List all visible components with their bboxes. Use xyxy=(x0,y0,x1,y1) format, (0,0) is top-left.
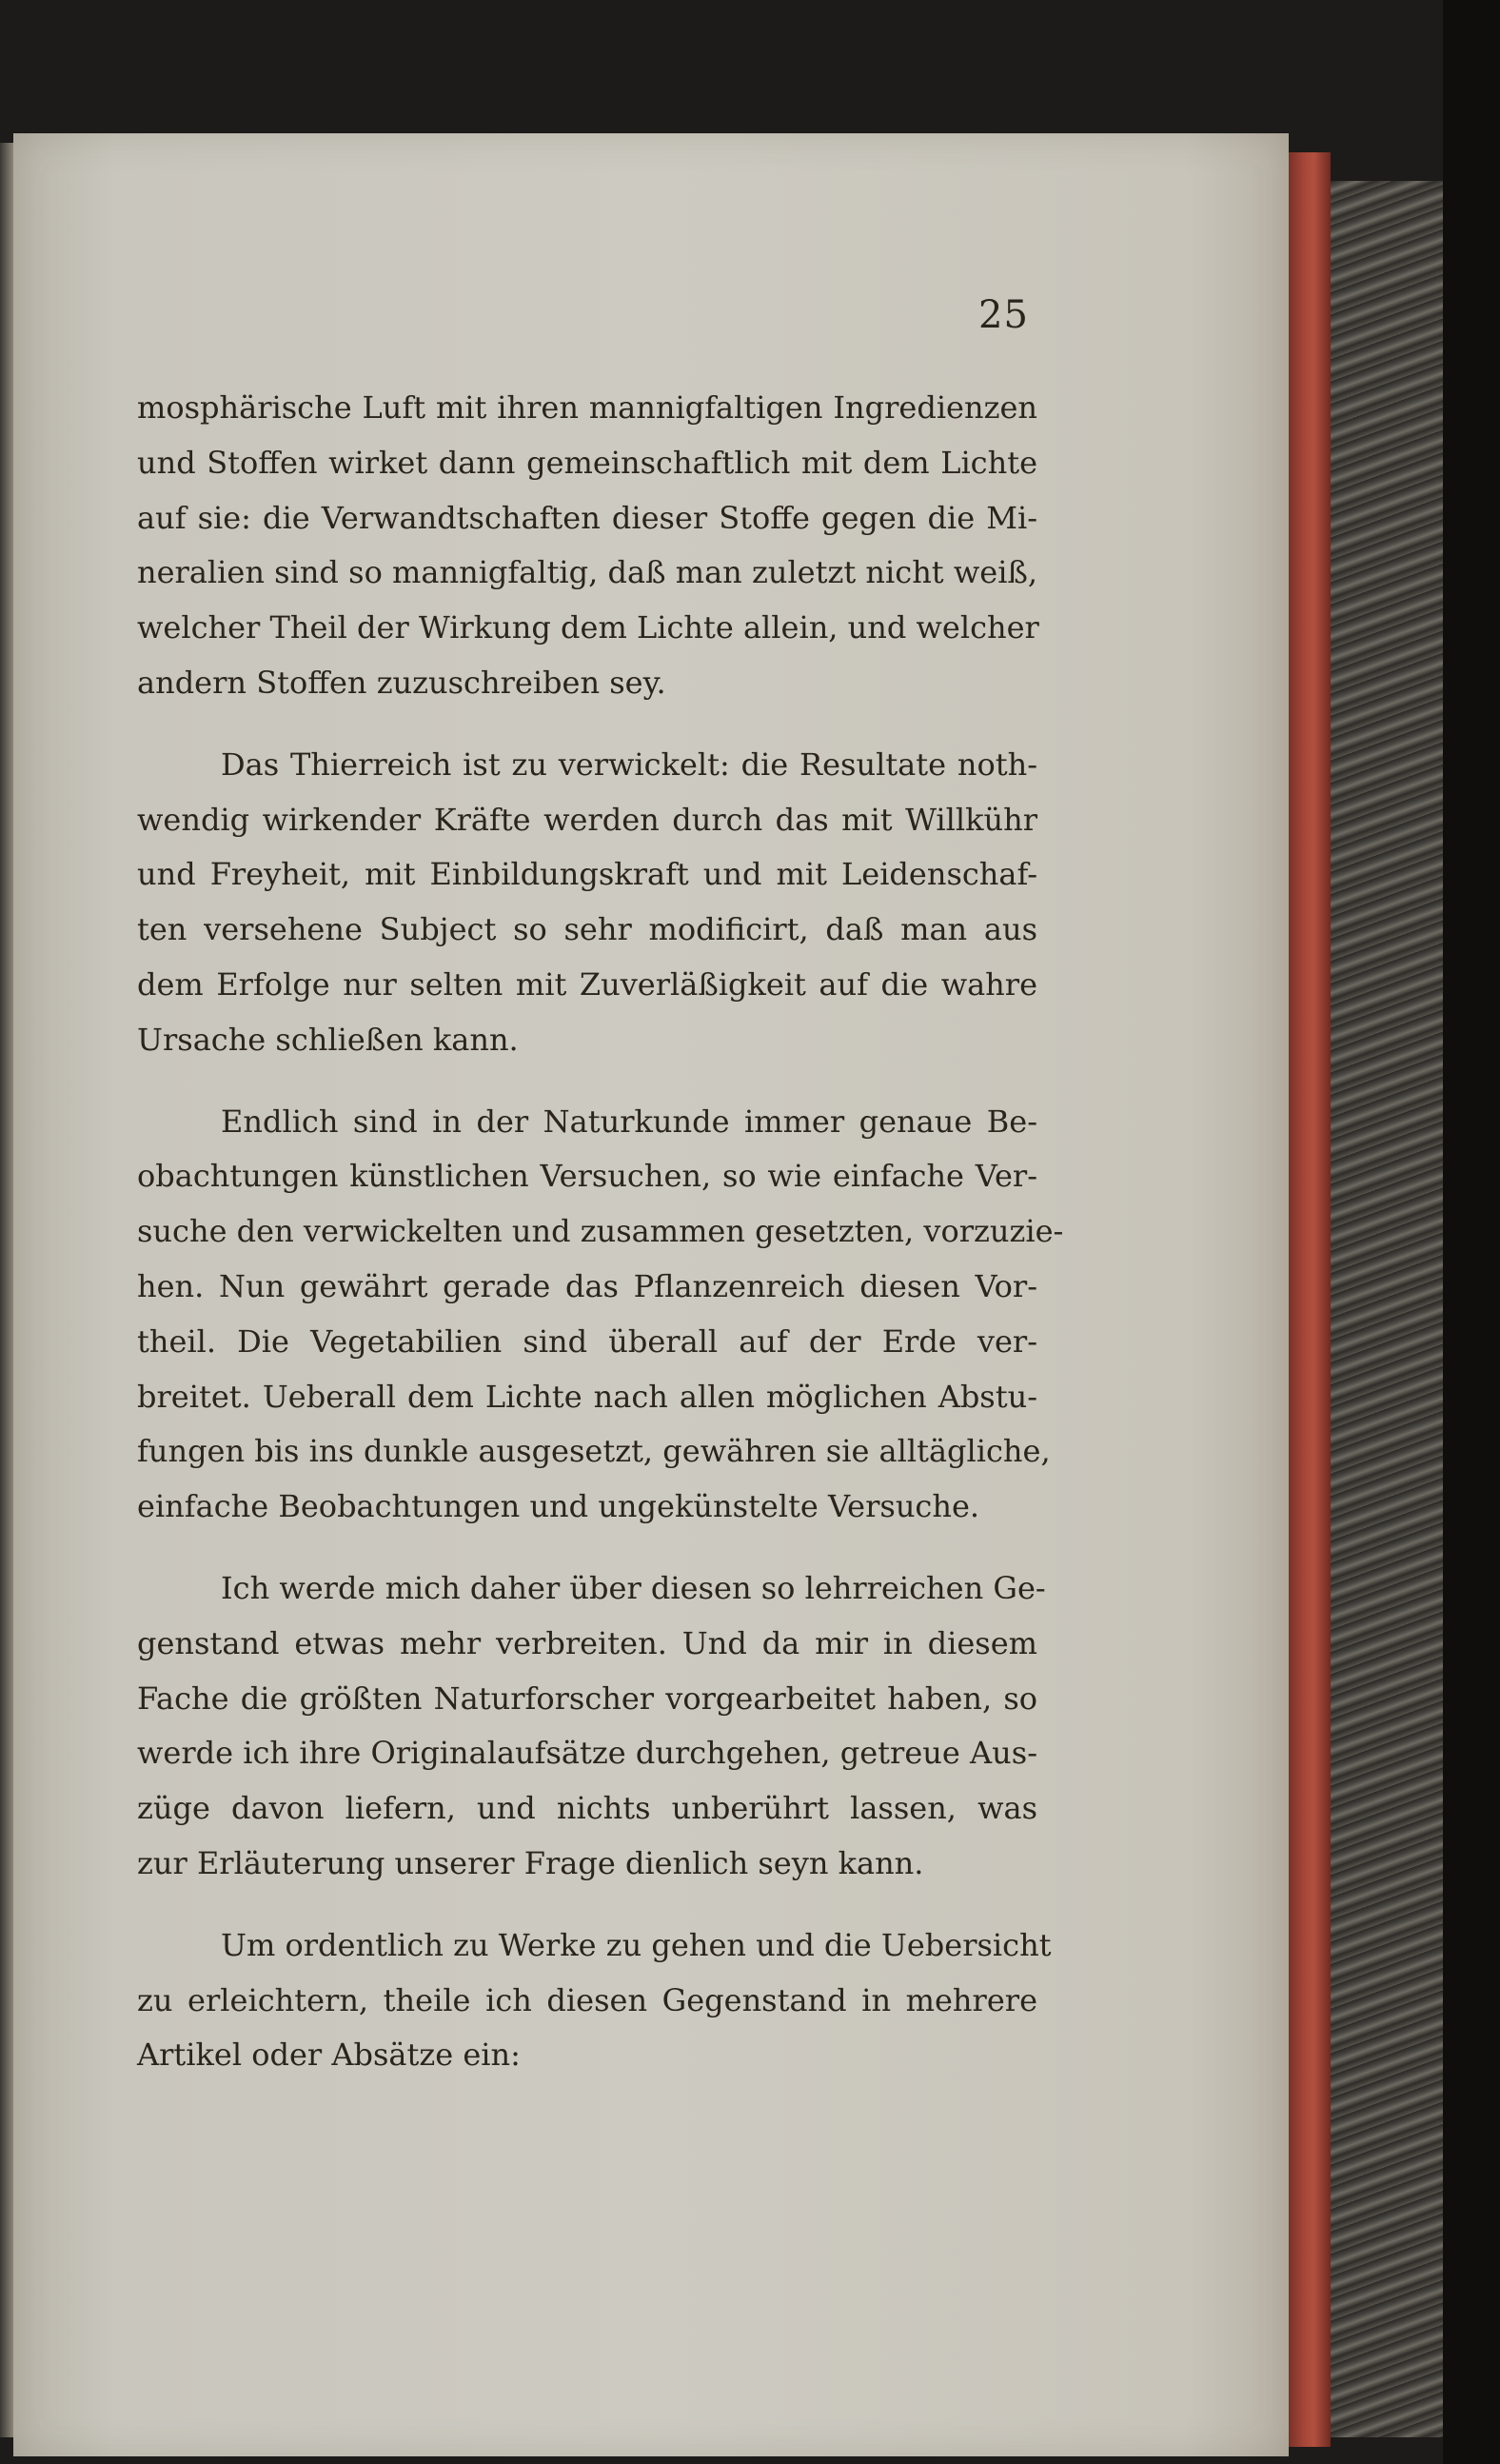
body-text xyxy=(137,381,1064,2083)
text-line: fungen bis ins dunkle ausgesetzt, gewähren sie alltägliche, xyxy=(137,1433,1051,1470)
page-block-red-edge xyxy=(1289,152,1331,2447)
text-line: und Stoffen wirket dann gemeinschaftlich mit dem Lichte xyxy=(137,444,1037,481)
text-line: genstand etwas mehr verbreiten. Und da mir in diesem xyxy=(137,1624,1037,1661)
paragraph xyxy=(137,381,1037,711)
text-line: werde ich ihre Originalaufsätze durchgehen, getreue Aus- xyxy=(137,1735,1037,1772)
paragraph xyxy=(137,738,1037,1068)
text-line: dem Erfolge nur selten mit Zuverläßigkeit auf die wahre xyxy=(137,965,1037,1003)
text-line: wendig wirkender Kräfte werden durch das mit Willkühr xyxy=(137,801,1037,838)
text-line: Fache die größten Naturforscher vorgearbeitet haben, so xyxy=(137,1679,1037,1717)
text-line: neralien sind so mannigfaltig, daß man zuletzt nicht weiß, xyxy=(137,554,1037,591)
text-line: und Freyheit, mit Einbildungskraft und mit Leidenschaf- xyxy=(137,856,1037,893)
paragraph xyxy=(137,1095,1064,1535)
text-line: zu erleichtern, theile ich diesen Gegenstand in mehrere xyxy=(137,1981,1037,2018)
text-line: zur Erläuterung unserer Frage dienlich seyn kann. xyxy=(137,1844,924,1881)
text-line: auf sie: die Verwandtschaften dieser Stoffe gegen die Mi- xyxy=(137,499,1037,536)
paragraph xyxy=(137,1561,1046,1892)
text-line: Das Thierreich ist zu verwickelt: die Resultate noth- xyxy=(221,745,1037,783)
text-line: andern Stoffen zuzuschreiben sey. xyxy=(137,664,666,701)
text-line: breitet. Ueberall dem Lichte nach allen möglichen Abstu- xyxy=(137,1378,1037,1415)
text-line: theil. Die Vegetabilien sind überall auf der Erde ver- xyxy=(137,1322,1037,1360)
text-line: welcher Theil der Wirkung dem Lichte allein, und welcher xyxy=(137,609,1039,646)
page-number: 25 xyxy=(978,293,1029,337)
text-line: Ursache schließen kann. xyxy=(137,1021,519,1058)
text-line: Endlich sind in der Naturkunde immer genaue Be- xyxy=(221,1103,1037,1140)
text-line: obachtungen künstlichen Versuchen, so wie einfache Ver- xyxy=(137,1158,1037,1195)
text-line: züge davon liefern, und nichts unberührt lassen, was xyxy=(137,1790,1037,1827)
text-line: mosphärische Luft mit ihren mannigfaltigen Ingredienzen xyxy=(137,389,1037,426)
scan-margin-dark xyxy=(1443,0,1500,2464)
facing-page-edge xyxy=(0,143,13,2437)
text-line: hen. Nun gewährt gerade das Pflanzenreich diesen Vor- xyxy=(137,1267,1037,1304)
text-line: Artikel oder Absätze ein: xyxy=(137,2037,521,2074)
text-line: einfache Beobachtungen und ungekünstelte Versuche. xyxy=(137,1488,980,1525)
text-line: suche den verwickelten und zusammen gesetzten, vorzuzie- xyxy=(137,1213,1064,1250)
text-line: ten versehene Subject so sehr modificirt, daß man aus xyxy=(137,911,1037,948)
paragraph xyxy=(137,1918,1052,2083)
text-line: Ich werde mich daher über diesen so lehrreichen Ge- xyxy=(221,1569,1046,1606)
book-cover xyxy=(1331,181,1443,2437)
text-line: Um ordentlich zu Werke zu gehen und die Uebersicht xyxy=(221,1926,1052,1963)
